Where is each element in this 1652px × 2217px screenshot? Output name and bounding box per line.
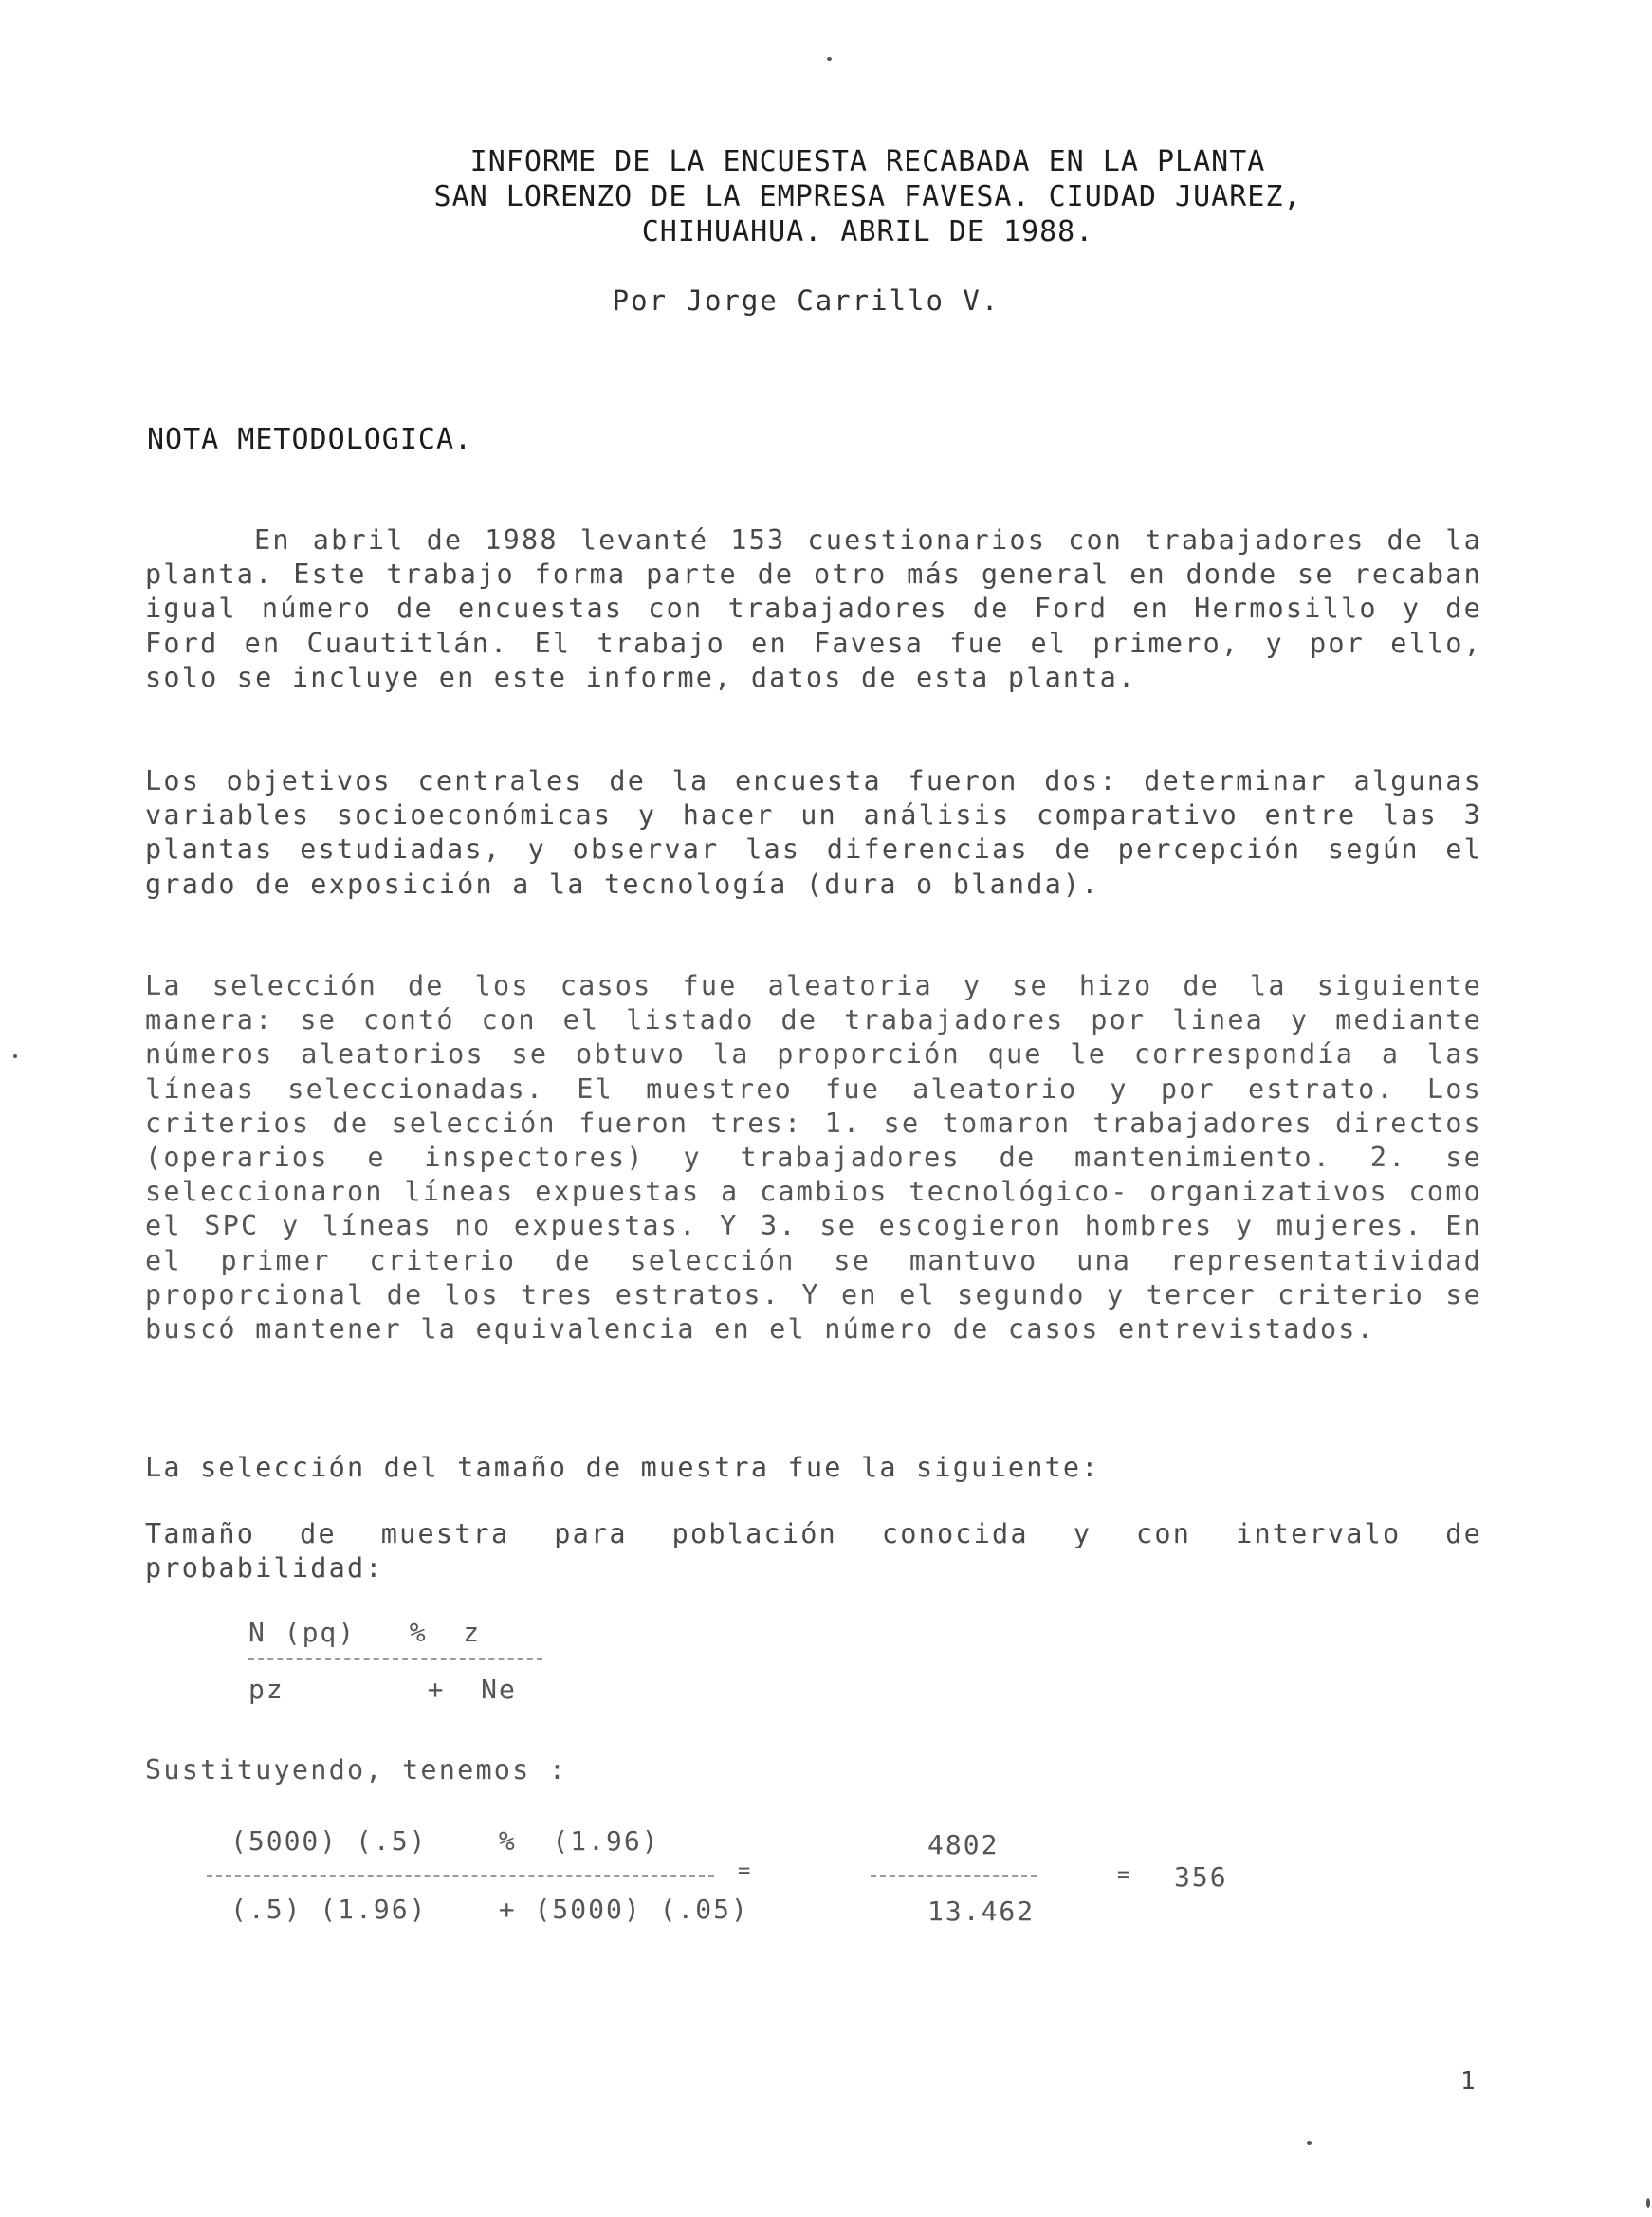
scan-speck (827, 57, 832, 61)
fraction-bar (871, 1875, 1037, 1877)
result-denominator: 13.462 (927, 1896, 1036, 1927)
paragraph-sample-formula-intro: Tamaño de muestra para población conocida y con intervalo de probabilidad: (145, 1518, 1482, 1585)
page-number: 1 (1460, 2067, 1476, 2096)
equals-sign: = (1117, 1863, 1132, 1887)
scan-speck (1646, 2198, 1650, 2208)
section-heading: NOTA METODOLOGICA. (147, 423, 473, 456)
paragraph-objectives: Los objetivos centrales de la encuesta fueron dos: determinar algunas variables socioeconómicas y hacer un análisis comparativo entre las 3 plantas estudiadas, y observar las diferencias de percepción según el grado de exposición a la tecnología (dura o blanda). (145, 765, 1482, 900)
substituted-denominator: (.5) (1.96) + (5000) (.05) (230, 1894, 749, 1925)
formula-numerator: N (pq) % z (248, 1617, 482, 1648)
paragraph-sample-size: La selección del tamaño de muestra fue la siguiente: (145, 1452, 1100, 1483)
equals-sign: = (738, 1860, 753, 1883)
report-title (285, 144, 1451, 249)
substitution-label: Sustituyendo, tenemos : (145, 1754, 568, 1786)
title-line-1: INFORME DE LA ENCUESTA RECABADA EN LA PLANTA (469, 145, 1266, 178)
sample-size-result: 356 (1174, 1861, 1228, 1893)
scan-speck (1307, 2141, 1312, 2145)
scan-speck (13, 1054, 17, 1058)
fraction-bar (207, 1875, 714, 1877)
title-line-2: SAN LORENZO DE LA EMPRESA FAVESA. CIUDAD JUAREZ, (433, 180, 1302, 213)
fraction-bar (248, 1658, 542, 1660)
author-line: Por Jorge Carrillo V. (612, 284, 1000, 317)
result-numerator: 4802 (927, 1829, 1000, 1860)
substituted-numerator: (5000) (.5) % (1.96) (230, 1825, 660, 1857)
paragraph-selection: La selección de los casos fue aleatoria y se hizo de la siguiente manera: se contó con el listado de trabajadores por linea y mediante números aleatorios se obtuvo la proporción que le correspondía a las líneas seleccionadas. El muestreo fue aleatorio y por estrato. Los criterios de selección fueron tres: 1. se tomaron trabajadores directos (operarios e inspectores) y trabajadores de mantenimiento. 2. se seleccionaron líneas expuestas a cambios tecnológico- organizativos como el SPC y líneas no expuestas. Y 3. se escogieron hombres y mujeres. En el primer criterio de selección se mantuvo una representatividad proporcional de los tres estratos. Y en el segundo y tercer criterio se buscó mantener la equivalencia en el número de casos entrevistados. (145, 970, 1482, 1346)
title-line-3: CHIHUAHUA. ABRIL DE 1988. (641, 215, 1094, 248)
paragraph-intro: En abril de 1988 levanté 153 cuestionarios con trabajadores de la planta. Este trabajo forma parte de otro más general en donde se recaban igual número de encuestas con trabajadores de Ford en Hermosillo y de Ford en Cuautitlán. El trabajo en Favesa fue el primero, y por ello, solo se incluye en este informe, datos de esta planta. (145, 524, 1482, 693)
formula-denominator: pz + Ne (248, 1674, 517, 1705)
substituted-formula (207, 1825, 1288, 1939)
general-formula (248, 1617, 542, 1705)
